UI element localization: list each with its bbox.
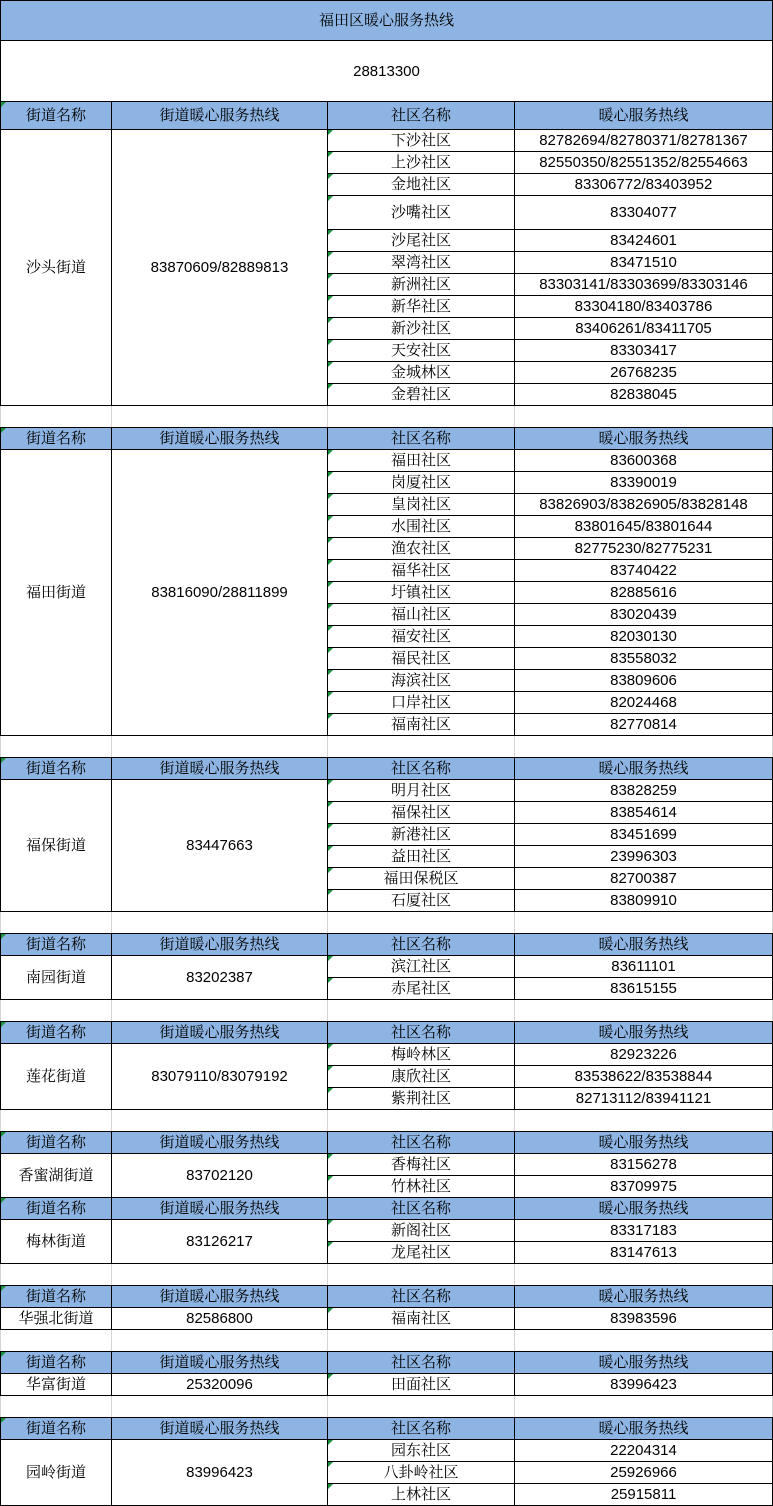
community-hotline: 83809910 [514,889,773,912]
community-name: 口岸社区 [327,691,515,714]
community-hotline: 82770814 [514,713,773,736]
community-hotline: 25926966 [514,1461,773,1484]
community-name: 八卦岭社区 [327,1461,515,1484]
street-hotline: 83126217 [111,1219,328,1264]
community-name: 金城林区 [327,361,515,384]
community-name: 圩镇社区 [327,581,515,604]
community-hotline: 83471510 [514,251,773,274]
spacer-cell [514,735,773,758]
community-name: 竹林社区 [327,1175,515,1198]
community-hotline: 83306772/83403952 [514,173,773,196]
community-hotline: 82713112/83941121 [514,1087,773,1110]
community-name: 赤尾社区 [327,977,515,1000]
community-name: 翠湾社区 [327,251,515,274]
community-hotline: 83303141/83303699/83303146 [514,273,773,296]
community-hotline: 82550350/82551352/82554663 [514,151,773,174]
street-name: 园岭街道 [0,1439,112,1506]
community-name: 下沙社区 [327,129,515,152]
spacer-cell [111,1263,328,1286]
header-community-name: 社区名称 [327,427,515,450]
community-name: 海滨社区 [327,669,515,692]
street-hotline: 83996423 [111,1439,328,1506]
community-name: 天安社区 [327,339,515,362]
community-name: 新沙社区 [327,317,515,340]
community-name: 福田保税区 [327,867,515,890]
header-community-hotline: 暖心服务热线 [514,1417,773,1440]
community-name: 新港社区 [327,823,515,846]
community-hotline: 82030130 [514,625,773,648]
community-name: 康欣社区 [327,1065,515,1088]
spacer-cell [111,1329,328,1352]
header-street-name: 街道名称 [0,427,112,450]
header-street-name: 街道名称 [0,1021,112,1044]
community-hotline: 83390019 [514,471,773,494]
header-community-name: 社区名称 [327,757,515,780]
header-street-hotline: 街道暖心服务热线 [111,933,328,956]
street-hotline: 83079110/83079192 [111,1043,328,1110]
header-community-name: 社区名称 [327,1131,515,1154]
community-hotline: 83424601 [514,229,773,252]
community-hotline: 83147613 [514,1241,773,1264]
header-street-name: 街道名称 [0,757,112,780]
community-hotline: 25915811 [514,1483,773,1506]
header-community-hotline: 暖心服务热线 [514,757,773,780]
header-street-name: 街道名称 [0,101,112,130]
street-name: 福保街道 [0,779,112,912]
main-hotline: 28813300 [0,40,773,102]
spacer-cell [111,999,328,1022]
spacer-cell [327,1109,515,1132]
header-community-hotline: 暖心服务热线 [514,1131,773,1154]
header-street-hotline: 街道暖心服务热线 [111,1197,328,1220]
spacer-cell [0,1329,112,1352]
street-hotline: 83870609/82889813 [111,129,328,406]
street-hotline: 83447663 [111,779,328,912]
header-street-name: 街道名称 [0,1131,112,1154]
street-hotline: 83702120 [111,1153,328,1198]
community-hotline: 83615155 [514,977,773,1000]
community-hotline: 26768235 [514,361,773,384]
street-name: 华富街道 [0,1373,112,1396]
community-name: 新洲社区 [327,273,515,296]
community-name: 福安社区 [327,625,515,648]
header-community-hotline: 暖心服务热线 [514,427,773,450]
community-name: 滨江社区 [327,955,515,978]
community-name: 岗厦社区 [327,471,515,494]
community-hotline: 83828259 [514,779,773,802]
header-street-name: 街道名称 [0,1285,112,1308]
spacer-cell [514,999,773,1022]
header-street-hotline: 街道暖心服务热线 [111,101,328,130]
street-name: 南园街道 [0,955,112,1000]
community-hotline: 82782694/82780371/82781367 [514,129,773,152]
street-name: 福田街道 [0,449,112,736]
spacer-cell [514,1329,773,1352]
header-community-name: 社区名称 [327,1285,515,1308]
community-name: 福民社区 [327,647,515,670]
community-hotline: 82923226 [514,1043,773,1066]
header-street-hotline: 街道暖心服务热线 [111,1417,328,1440]
header-community-name: 社区名称 [327,101,515,130]
header-community-hotline: 暖心服务热线 [514,1021,773,1044]
header-street-hotline: 街道暖心服务热线 [111,757,328,780]
community-name: 沙嘴社区 [327,195,515,230]
street-name: 梅林街道 [0,1219,112,1264]
community-hotline: 83538622/83538844 [514,1065,773,1088]
community-name: 梅岭林区 [327,1043,515,1066]
community-name: 福田社区 [327,449,515,472]
street-name: 香蜜湖街道 [0,1153,112,1198]
spacer-cell [111,1395,328,1418]
header-community-hotline: 暖心服务热线 [514,1285,773,1308]
community-name: 新阁社区 [327,1219,515,1242]
community-hotline: 83809606 [514,669,773,692]
community-name: 田面社区 [327,1373,515,1396]
header-street-hotline: 街道暖心服务热线 [111,1351,328,1374]
community-name: 福山社区 [327,603,515,626]
header-street-name: 街道名称 [0,1351,112,1374]
spacer-cell [0,1109,112,1132]
community-name: 沙尾社区 [327,229,515,252]
community-hotline: 82775230/82775231 [514,537,773,560]
header-community-name: 社区名称 [327,1351,515,1374]
community-name: 福南社区 [327,713,515,736]
community-name: 园东社区 [327,1439,515,1462]
community-hotline: 83020439 [514,603,773,626]
community-hotline: 83826903/83826905/83828148 [514,493,773,516]
community-hotline: 83156278 [514,1153,773,1176]
community-name: 上沙社区 [327,151,515,174]
spacer-cell [327,1395,515,1418]
community-hotline: 83451699 [514,823,773,846]
community-hotline: 22204314 [514,1439,773,1462]
community-hotline: 83317183 [514,1219,773,1242]
community-hotline: 83558032 [514,647,773,670]
community-name: 香梅社区 [327,1153,515,1176]
spacer-cell [111,1109,328,1132]
community-hotline: 83600368 [514,449,773,472]
community-hotline: 83801645/83801644 [514,515,773,538]
community-name: 益田社区 [327,845,515,868]
community-hotline: 23996303 [514,845,773,868]
street-hotline: 82586800 [111,1307,328,1330]
header-community-name: 社区名称 [327,933,515,956]
community-hotline: 83983596 [514,1307,773,1330]
spacer-cell [0,1263,112,1286]
community-name: 上林社区 [327,1483,515,1506]
spacer-cell [111,735,328,758]
header-community-hotline: 暖心服务热线 [514,1197,773,1220]
community-hotline: 83709975 [514,1175,773,1198]
spacer-cell [327,911,515,934]
spacer-cell [0,405,112,428]
community-hotline: 83304180/83403786 [514,295,773,318]
community-name: 福华社区 [327,559,515,582]
community-hotline: 83854614 [514,801,773,824]
community-name: 明月社区 [327,779,515,802]
community-hotline: 83611101 [514,955,773,978]
community-name: 福南社区 [327,1307,515,1330]
spacer-cell [327,405,515,428]
street-hotline: 25320096 [111,1373,328,1396]
community-name: 金碧社区 [327,383,515,406]
community-hotline: 83406261/83411705 [514,317,773,340]
street-name: 沙头街道 [0,129,112,406]
street-hotline: 83816090/28811899 [111,449,328,736]
community-hotline: 83740422 [514,559,773,582]
spacer-cell [0,999,112,1022]
community-name: 新华社区 [327,295,515,318]
community-hotline: 82024468 [514,691,773,714]
header-street-name: 街道名称 [0,1417,112,1440]
community-name: 福保社区 [327,801,515,824]
spacer-cell [514,1263,773,1286]
community-hotline: 82885616 [514,581,773,604]
header-street-hotline: 街道暖心服务热线 [111,1285,328,1308]
header-street-name: 街道名称 [0,1197,112,1220]
spacer-cell [514,1395,773,1418]
community-name: 龙尾社区 [327,1241,515,1264]
community-hotline: 83304077 [514,195,773,230]
header-community-hotline: 暖心服务热线 [514,933,773,956]
street-name: 莲花街道 [0,1043,112,1110]
spacer-cell [111,911,328,934]
community-name: 水围社区 [327,515,515,538]
spacer-cell [514,911,773,934]
header-street-hotline: 街道暖心服务热线 [111,1021,328,1044]
spacer-cell [327,999,515,1022]
header-community-name: 社区名称 [327,1197,515,1220]
spacer-cell [111,405,328,428]
spacer-cell [514,1109,773,1132]
header-community-hotline: 暖心服务热线 [514,1351,773,1374]
street-hotline: 83202387 [111,955,328,1000]
spacer-cell [327,1329,515,1352]
header-community-name: 社区名称 [327,1021,515,1044]
spacer-cell [327,735,515,758]
community-name: 渔农社区 [327,537,515,560]
sheet-title: 福田区暖心服务热线 [0,0,773,41]
header-street-hotline: 街道暖心服务热线 [111,427,328,450]
header-community-hotline: 暖心服务热线 [514,101,773,130]
community-hotline: 82838045 [514,383,773,406]
spacer-cell [0,911,112,934]
community-name: 石厦社区 [327,889,515,912]
header-street-name: 街道名称 [0,933,112,956]
spacer-cell [514,405,773,428]
community-hotline: 83996423 [514,1373,773,1396]
spacer-cell [327,1263,515,1286]
header-street-hotline: 街道暖心服务热线 [111,1131,328,1154]
header-community-name: 社区名称 [327,1417,515,1440]
community-hotline: 82700387 [514,867,773,890]
community-hotline: 83303417 [514,339,773,362]
spacer-cell [0,1395,112,1418]
community-name: 紫荆社区 [327,1087,515,1110]
community-name: 皇岗社区 [327,493,515,516]
spacer-cell [0,735,112,758]
community-name: 金地社区 [327,173,515,196]
street-name: 华强北街道 [0,1307,112,1330]
